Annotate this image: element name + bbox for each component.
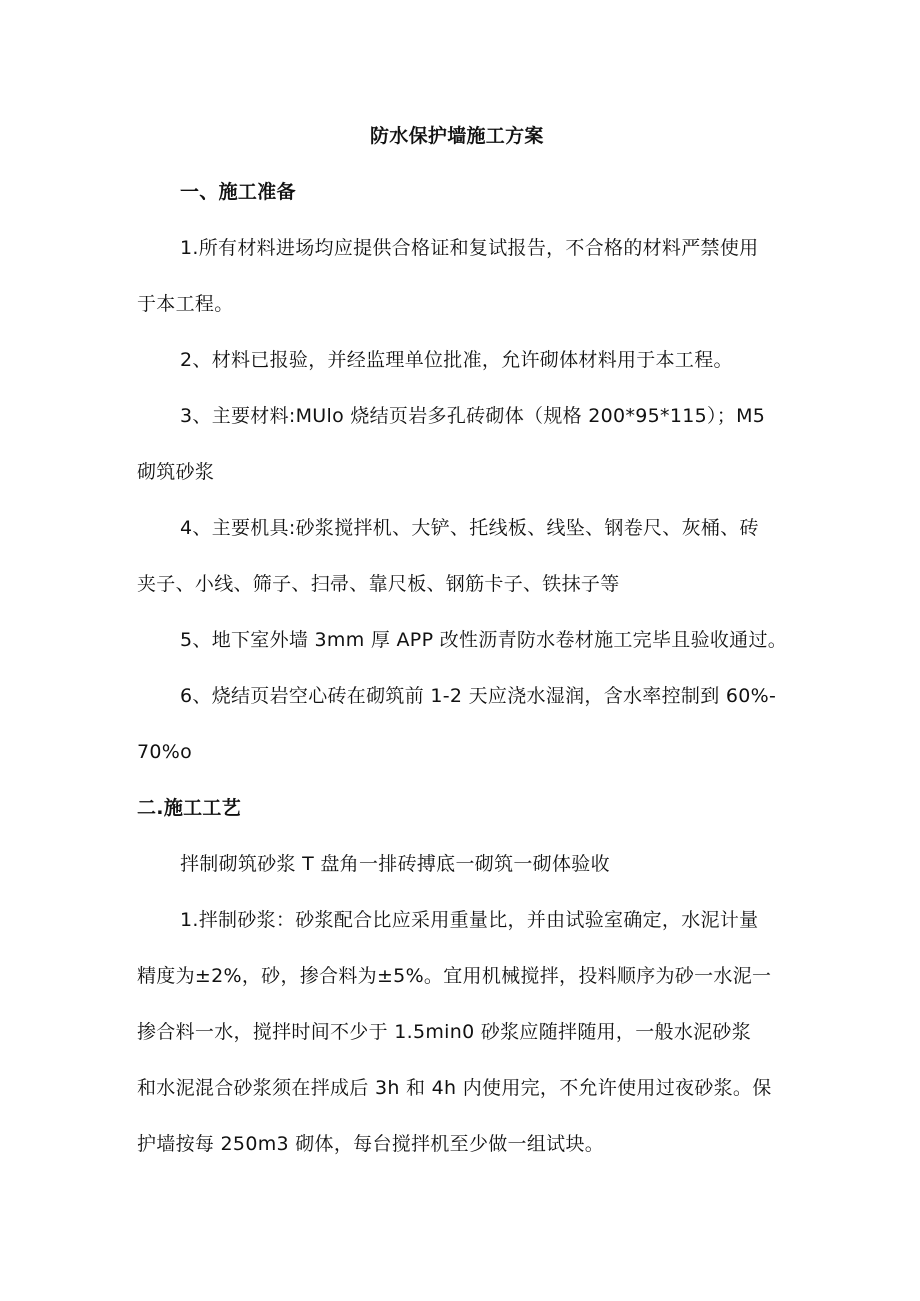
paragraph-line: 1.所有材料进场均应提供合格证和复试报告，不合格的材料严禁使用 bbox=[180, 237, 759, 259]
paragraph-line: 70%o bbox=[137, 741, 193, 763]
section-heading-preparation: 一、施工准备 bbox=[180, 181, 296, 203]
paragraph-line: 精度为±2%，砂，掺合料为±5%。宜用机械搅拌，投料顺序为砂一水泥一 bbox=[137, 965, 772, 987]
paragraph-line: 3、主要材料:MUlo 烧结页岩多孔砖砌体（规格 200*95*115）；M5 bbox=[180, 405, 766, 427]
process-flow-line: 拌制砌筑砂浆 T 盘角一排砖搏底一砌筑一砌体验收 bbox=[180, 853, 610, 875]
paragraph-line: 砌筑砂浆 bbox=[137, 461, 215, 483]
paragraph-line: 于本工程。 bbox=[137, 293, 234, 315]
paragraph-line: 护墙按每 250m3 砌体，每台搅拌机至少做一组试块。 bbox=[137, 1133, 605, 1155]
paragraph-line: 4、主要机具:砂浆搅拌机、大铲、托线板、线坠、钢卷尺、灰桶、砖 bbox=[180, 517, 759, 539]
paragraph-line: 1.拌制砂浆：砂浆配合比应采用重量比，并由试验室确定，水泥计量 bbox=[180, 909, 759, 931]
paragraph-line: 2、材料已报验，并经监理单位批准，允许砌体材料用于本工程。 bbox=[180, 349, 733, 371]
paragraph-line: 6、烧结页岩空心砖在砌筑前 1-2 天应浇水湿润，含水率控制到 60%- bbox=[180, 685, 777, 707]
section-heading-process: 二.施工工艺 bbox=[137, 797, 242, 819]
paragraph-line: 夹子、小线、筛子、扫帚、靠尺板、钢筋卡子、铁抹子等 bbox=[137, 573, 620, 595]
paragraph-line: 和水泥混合砂浆须在拌成后 3h 和 4h 内使用完，不允许使用过夜砂浆。保 bbox=[137, 1077, 772, 1099]
paragraph-line: 掺合料一水，搅拌时间不少于 1.5min0 砂浆应随拌随用，一般水泥砂浆 bbox=[137, 1021, 752, 1043]
document-title: 防水保护墙施工方案 bbox=[370, 125, 544, 147]
paragraph-line: 5、地下室外墙 3mm 厚 APP 改性沥青防水卷材施工完毕且验收通过。 bbox=[180, 629, 788, 651]
